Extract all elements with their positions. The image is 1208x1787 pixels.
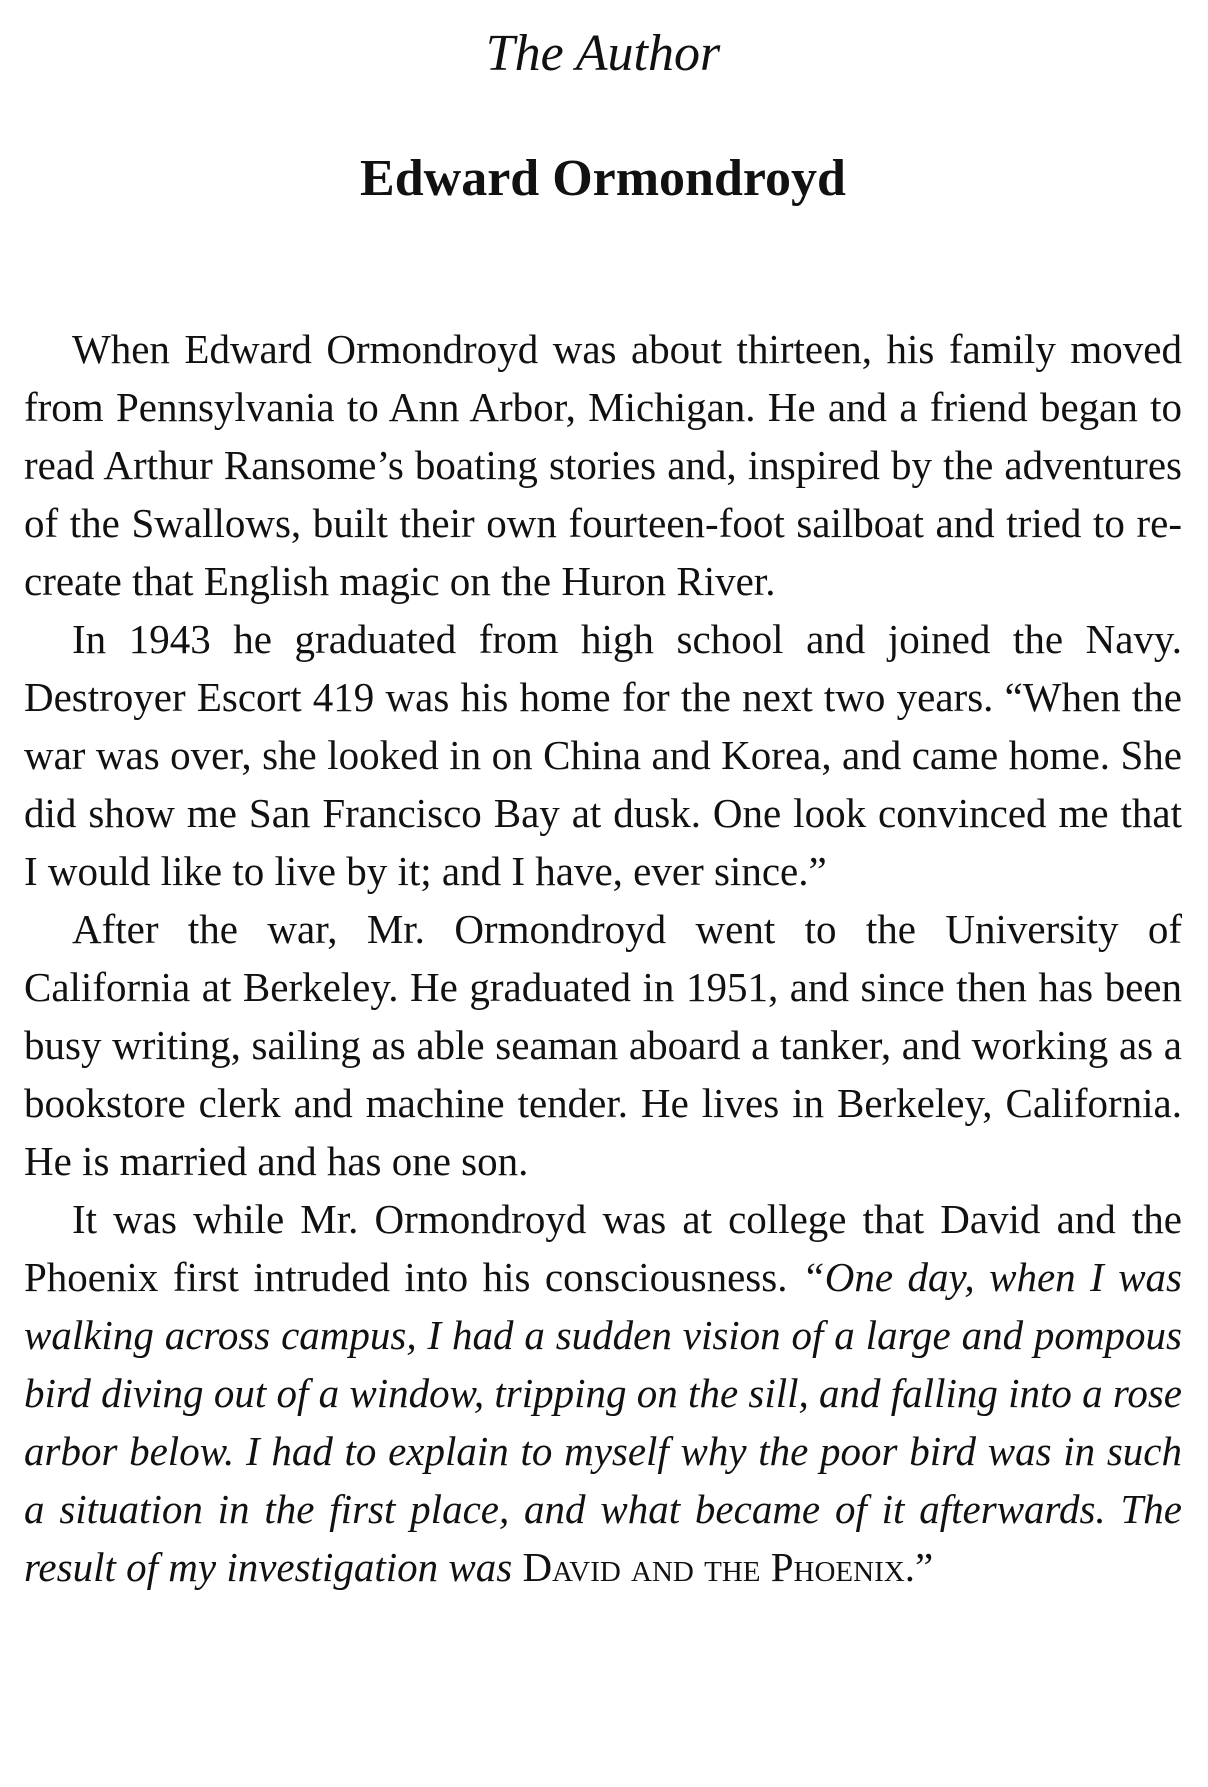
paragraph-inspiration: [24, 1190, 1182, 1596]
section-heading: The Author: [485, 25, 721, 82]
paragraph-early-life: When Edward Ormondroyd was about thirteen, his family moved from Pennsylvania to Ann Arbor, Michigan. He and a friend began to read Arthur Ransome’s boating stories and, inspired by the adventures of the Swallows, built their own fourteen-foot sailboat and tried to re-create that English magic on the Huron River.: [24, 326, 1182, 604]
author-name: Edward Ormondroyd: [360, 150, 846, 207]
paragraph-navy: In 1943 he graduated from high school and joined the Navy. Destroyer Escort 419 was his home for the next two years. “When the war was over, she looked in on China and Korea, and came home. She did show me San Francisco Bay at dusk. One look convinced me that I would like to live by it; and I have, ever since.”: [24, 616, 1182, 894]
paragraph-career: After the war, Mr. Ormondroyd went to the University of California at Berkeley. He graduated in 1951, and since then has been busy writing, sailing as able seaman aboard a tanker, and working as a bookstore clerk and machine tender. He lives in Berkeley, California. He is married and has one son.: [24, 906, 1182, 1184]
page: [24, 0, 1182, 1596]
quote-closing: .”: [904, 1544, 934, 1590]
inspiration-intro: It was while Mr. Ormondroyd was at college that David and the Phoenix first intruded into his consciousness.: [24, 1196, 1182, 1300]
inspiration-quote-text: “One day, when I was walking across campus, I had a sudden vision of a large and pompous bird diving out of a window, tripping on the sill, and falling into a rose arbor below. I had to explain to myself why the poor bird was in such a situation in the first place, and what became of it afterwards. The result of my investigation was: [24, 1254, 1182, 1590]
inspiration-quote: [24, 1254, 1182, 1590]
biography-body: [24, 320, 1182, 1596]
book-title: David and the Phoenix: [522, 1544, 905, 1590]
